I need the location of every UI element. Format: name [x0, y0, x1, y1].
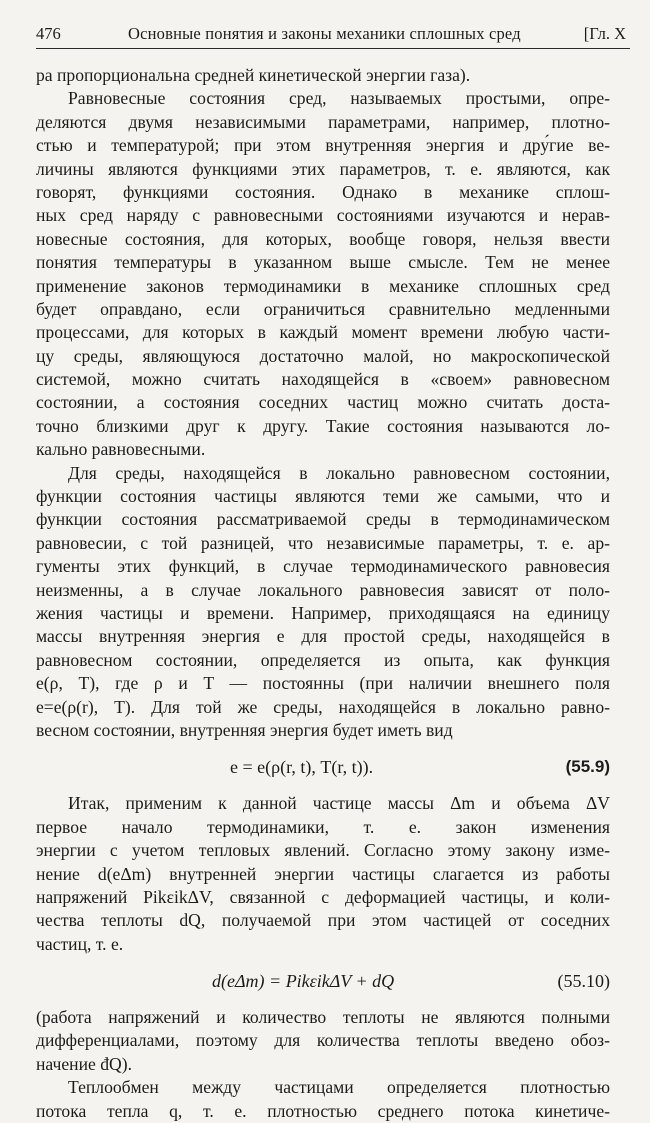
text-line: новесные состояния, для которых, вообще говоря, нельзя ввести	[36, 228, 610, 249]
text-line: состоянии, а состояния соседних частиц можно считать доста-	[36, 392, 610, 413]
page-number: 476	[36, 24, 61, 43]
text-line: системой, можно считать находящейся в «своем» равновесном	[36, 369, 610, 390]
text-line: неизменны, а в случае локального равновесия зависят от поло-	[36, 579, 610, 600]
text-line: напряжений PikεikΔV, связанной с деформацией частицы, и коли-	[36, 886, 610, 907]
equation-expression: d(eΔm) = PikεikΔV + dQ	[212, 971, 395, 992]
text-line: нение d(eΔm) внутренней энергии частицы слагается из работы	[36, 863, 610, 884]
text-line: Теплообмен между частицами определяется плотностью	[68, 1077, 610, 1098]
text-line: e(ρ, T), где ρ и T — постоянны (при наличии внешнего поля	[36, 673, 610, 694]
text-line: начение đQ).	[36, 1053, 132, 1074]
text-line: стью и температурой; при этом внутренняя энергия и дру́гие ве-	[36, 135, 610, 156]
equation-55-10	[36, 956, 610, 1006]
text-line: цу среды, являющуюся достаточно малой, но макроскопической	[36, 345, 610, 366]
text-line: равновесии, с той разницей, что независимые параметры, т. е. ар-	[36, 532, 610, 553]
text-line: равновесном состоянии, определяется из опыта, как функция	[36, 649, 610, 670]
text-line: весном состоянии, внутренняя энергия будет иметь вид	[36, 719, 453, 740]
equation-number: (55.9)	[565, 757, 610, 777]
text-line: e=e(ρ(r), T). Для той же среды, находящейся в локально равно-	[36, 696, 610, 717]
text-line: ных сред наряду с равновесными состояниями изучаются и нерав-	[36, 205, 610, 226]
equation-55-9	[36, 742, 610, 792]
text-line: жения частицы и времени. Например, приходящаяся на единицу	[36, 602, 610, 623]
text-line: функции состояния частицы являются теми же самыми, что и	[36, 486, 610, 507]
text-line: Для среды, находящейся в локально равновесном состоянии,	[68, 462, 610, 483]
text-line: массы внутренняя энергия e для простой среды, находящейся в	[36, 626, 610, 647]
text-line: будет оправдано, если ограничиться сравнительно медленными	[36, 298, 610, 319]
text-line: ра пропорциональна средней кинетической энергии газа).	[36, 65, 471, 85]
text-line: понятия температуры в указанном выше смысле. Тем не менее	[36, 252, 610, 273]
text-line: чества теплоты dQ, получаемой при этом частицей от соседних	[36, 910, 610, 931]
chapter-label: [Гл. X	[583, 24, 626, 43]
text-line: говорят, функциями состояния. Однако в механике сплош-	[36, 181, 610, 202]
text-line: кально равновесными.	[36, 439, 206, 460]
text-line: функции состояния рассматриваемой среды в термодинамическом	[36, 509, 610, 530]
text-line: процессами, для которых в каждый момент времени любую части-	[36, 322, 610, 343]
page-body	[36, 64, 610, 1123]
page-header	[36, 22, 630, 49]
text-line: Равновесные состояния сред, называемых простыми, опре-	[68, 88, 610, 109]
text-line: гументы этих функций, в случае термодинамического равновесия	[36, 556, 610, 577]
text-line: энергии с учетом тепловых явлений. Согласно этому закону изме-	[36, 840, 610, 861]
running-title: Основные понятия и законы механики сплошных сред	[128, 24, 521, 43]
text-line: (работа напряжений и количество теплоты не являются полными	[36, 1007, 610, 1028]
text-line: Итак, применим к данной частице массы Δm и объема ΔV	[68, 793, 610, 814]
text-line: применение законов термодинамики в механике сплошных сред	[36, 275, 610, 296]
text-line: личины являются функциями этих параметров, т. е. являются, как	[36, 158, 610, 179]
equation-expression: e = e(ρ(r, t), T(r, t)).	[230, 757, 374, 778]
text-line: потока тепла q, т. е. плотностью среднего потока кинетиче-	[36, 1100, 610, 1121]
equation-number: (55.10)	[557, 971, 610, 992]
text-line: дифференциалами, поэтому для количества теплоты введено обоз-	[36, 1030, 610, 1051]
text-line: точно близкими друг к другу. Такие состояния называются ло-	[36, 415, 610, 436]
text-line: деляются двумя независимыми параметрами, например, плотно-	[36, 111, 610, 132]
text-line: первое начало термодинамики, т. е. закон изменения	[36, 816, 610, 837]
text-line: частиц, т. е.	[36, 933, 124, 954]
